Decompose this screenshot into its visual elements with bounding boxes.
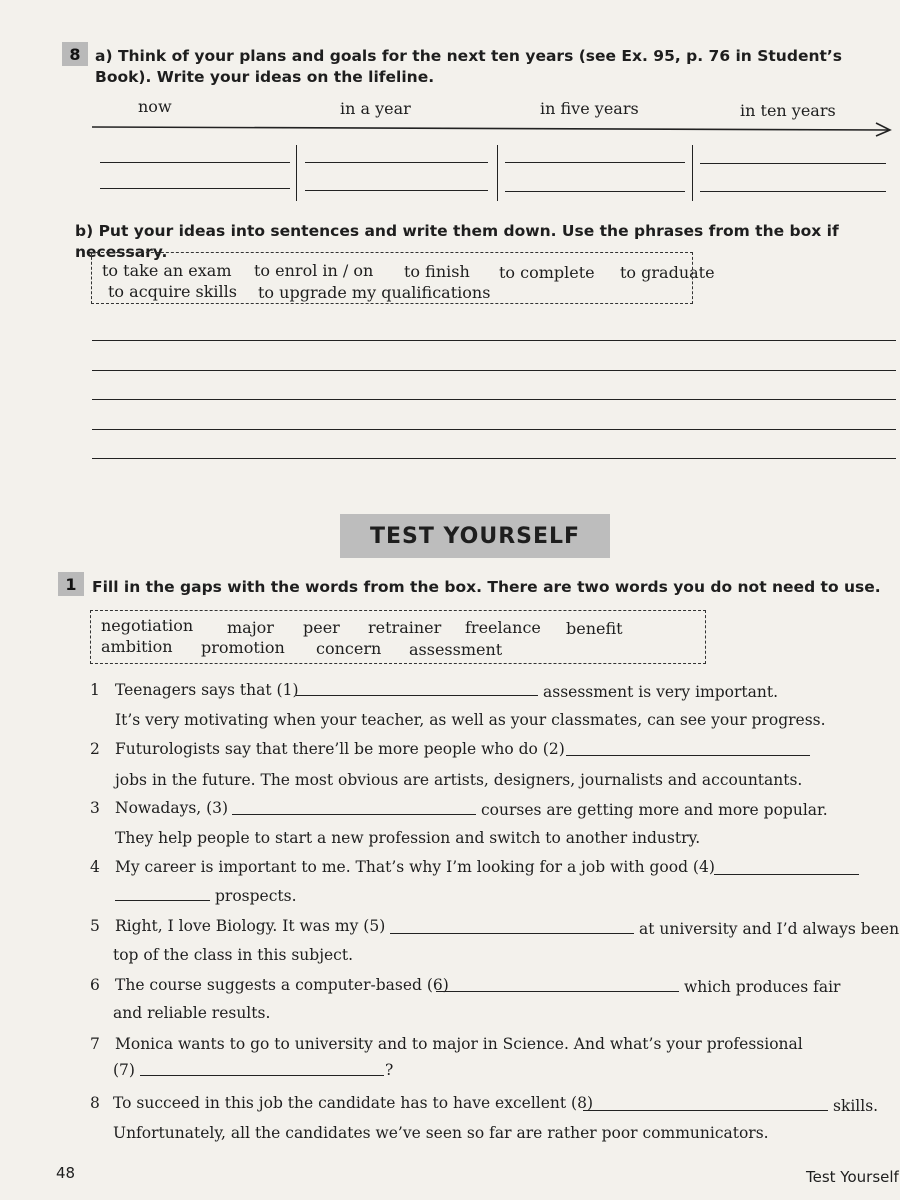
phrase: to enrol in / on bbox=[254, 261, 374, 280]
item-text: Nowadays, (3) bbox=[115, 799, 229, 817]
timeline-line[interactable] bbox=[100, 162, 290, 163]
phrase-box bbox=[91, 252, 715, 304]
item-text: To succeed in this job the candidate has to have excellent (8) bbox=[113, 1094, 594, 1112]
timeline-line[interactable] bbox=[700, 191, 886, 192]
item-text: at university and I’d always been bbox=[639, 920, 900, 938]
item-number: 1 bbox=[90, 681, 100, 699]
timeline-line[interactable] bbox=[505, 191, 685, 192]
answer-line[interactable] bbox=[92, 399, 896, 400]
item-text: courses are getting more and more popular. bbox=[481, 801, 828, 819]
section-title: TEST YOURSELF bbox=[340, 514, 610, 558]
word: major bbox=[227, 618, 274, 637]
item-text: The course suggests a computer-based (6) bbox=[115, 976, 449, 994]
answer-line[interactable] bbox=[92, 429, 896, 430]
item-text: which produces fair bbox=[684, 978, 841, 996]
phrase: to take an exam bbox=[102, 261, 232, 280]
word: negotiation bbox=[101, 616, 194, 635]
item-text: (7) bbox=[113, 1061, 135, 1079]
item-text: Teenagers says that (1) bbox=[115, 681, 299, 699]
answer-line[interactable] bbox=[92, 340, 896, 341]
timeline-line[interactable] bbox=[505, 162, 685, 163]
item-text: ? bbox=[385, 1061, 394, 1079]
phrase: to finish bbox=[404, 262, 470, 281]
word: ambition bbox=[101, 637, 173, 656]
gap-5[interactable] bbox=[390, 919, 634, 934]
answer-line[interactable] bbox=[92, 458, 896, 459]
gap-1[interactable] bbox=[296, 681, 538, 696]
timeline-divider bbox=[296, 145, 297, 201]
item-text: Right, I love Biology. It was my (5) bbox=[115, 917, 386, 935]
word: assessment bbox=[409, 640, 503, 659]
phrase: to complete bbox=[499, 263, 595, 282]
exercise-8-number: 8 bbox=[62, 42, 88, 66]
item-number: 5 bbox=[90, 917, 100, 935]
word: peer bbox=[303, 618, 340, 637]
page-number: 48 bbox=[56, 1164, 76, 1182]
gap-4-continued[interactable] bbox=[115, 886, 210, 901]
item-text: jobs in the future. The most obvious are artists, designers, journalists and accountants. bbox=[115, 771, 803, 789]
item-number: 7 bbox=[90, 1035, 100, 1053]
item-number: 4 bbox=[90, 858, 100, 876]
word: freelance bbox=[465, 618, 541, 637]
exercise-8b-instruction: b) Put your ideas into sentences and write them down. Use the phrases from the box if necessary. bbox=[75, 222, 839, 261]
gap-4[interactable] bbox=[714, 860, 859, 875]
gap-8[interactable] bbox=[583, 1096, 828, 1111]
timeline-label-year: in a year bbox=[340, 99, 411, 118]
item-text: Monica wants to go to university and to major in Science. And what’s your professional bbox=[115, 1035, 803, 1053]
exercise-1-instruction: Fill in the gaps with the words from the box. There are two words you do not need to use. bbox=[92, 578, 881, 596]
word: retrainer bbox=[368, 618, 442, 637]
timeline-label-five-years: in five years bbox=[540, 99, 639, 118]
item-number: 3 bbox=[90, 799, 100, 817]
timeline-divider bbox=[692, 145, 693, 201]
timeline-divider bbox=[497, 145, 498, 201]
timeline-line[interactable] bbox=[100, 188, 290, 189]
timeline-line[interactable] bbox=[700, 163, 886, 164]
item-text: Futurologists say that there’ll be more people who do (2) bbox=[115, 740, 565, 758]
lifeline-arrow bbox=[90, 118, 900, 138]
timeline-label-ten-years: in ten years bbox=[740, 101, 836, 120]
word: promotion bbox=[201, 638, 285, 657]
item-text: It’s very motivating when your teacher, as well as your classmates, can see your progress. bbox=[115, 711, 826, 729]
timeline-label-now: now bbox=[138, 97, 172, 116]
phrase: to graduate bbox=[620, 263, 715, 282]
gap-3[interactable] bbox=[232, 800, 476, 815]
word: benefit bbox=[566, 619, 623, 638]
exercise-1-number: 1 bbox=[58, 572, 84, 596]
section-footer: Test Yourself bbox=[806, 1168, 899, 1186]
timeline-line[interactable] bbox=[305, 162, 488, 163]
phrase: to acquire skills bbox=[108, 282, 237, 301]
item-number: 6 bbox=[90, 976, 100, 994]
item-text: and reliable results. bbox=[113, 1004, 271, 1022]
timeline-line[interactable] bbox=[305, 190, 488, 191]
word-box bbox=[90, 610, 706, 664]
item-text: prospects. bbox=[215, 887, 297, 905]
item-text: Unfortunately, all the candidates we’ve seen so far are rather poor communicators. bbox=[113, 1124, 769, 1142]
item-text: They help people to start a new profession and switch to another industry. bbox=[115, 829, 701, 847]
phrase: to upgrade my qualifications bbox=[258, 283, 491, 302]
exercise-8a-instruction: a) Think of your plans and goals for the next ten years (see Ex. 95, p. 76 in Student’s Book). Write your ideas on the lifeline. bbox=[95, 47, 843, 86]
item-text: My career is important to me. That’s why I’m looking for a job with good (4) bbox=[115, 858, 715, 876]
item-text: skills. bbox=[833, 1097, 879, 1115]
item-number: 8 bbox=[90, 1094, 100, 1112]
gap-2[interactable] bbox=[566, 741, 810, 756]
word: concern bbox=[316, 639, 382, 658]
item-text: top of the class in this subject. bbox=[113, 946, 354, 964]
gap-7[interactable] bbox=[140, 1061, 384, 1076]
answer-line[interactable] bbox=[92, 370, 896, 371]
item-number: 2 bbox=[90, 740, 100, 758]
gap-6[interactable] bbox=[436, 977, 679, 992]
item-text: assessment is very important. bbox=[543, 683, 779, 701]
